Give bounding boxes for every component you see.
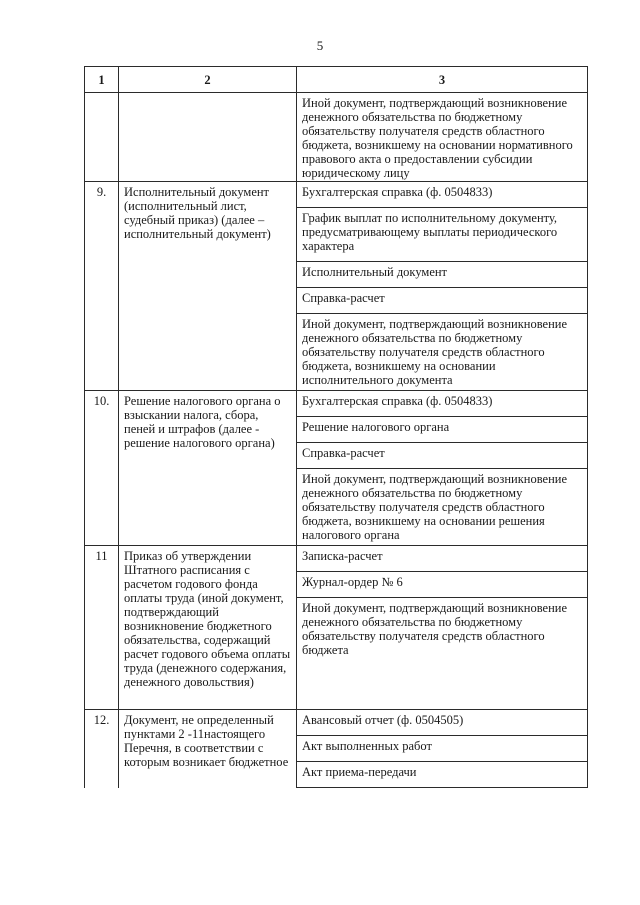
documents-table	[84, 66, 588, 788]
table-row	[85, 710, 588, 788]
row-number: 12.	[85, 710, 119, 788]
supporting-document: Журнал-ордер № 6	[297, 572, 587, 598]
column-header: 3	[297, 67, 588, 93]
supporting-document: Справка-расчет	[297, 443, 587, 469]
supporting-document: Иной документ, подтверждающий возникновение денежного обязательства по бюджетному обязательству получателя средств областного бюджета, возникшему на основании нормативного правового акта о предоставлении субсидии юридическому лицу	[302, 96, 573, 180]
supporting-document: Решение налогового органа	[297, 417, 587, 443]
supporting-document: Акт приема-передачи	[302, 765, 417, 779]
row-number	[85, 93, 119, 182]
supporting-documents	[297, 546, 588, 710]
column-header: 1	[85, 67, 119, 93]
document-type	[119, 93, 297, 182]
row-number: 11	[85, 546, 119, 710]
supporting-document: Исполнительный документ	[297, 262, 587, 288]
table-row	[85, 546, 588, 710]
supporting-document: График выплат по исполнительному документу, предусматривающему выплаты периодического характера	[297, 208, 587, 262]
supporting-document: Авансовый отчет (ф. 0504505)	[297, 710, 587, 736]
document-type: Решение налогового органа о взыскании налога, сбора, пеней и штрафов (далее - решение налогового органа)	[119, 391, 297, 546]
supporting-document: Записка-расчет	[297, 546, 587, 572]
supporting-document: Бухгалтерская справка (ф. 0504833)	[297, 182, 587, 208]
supporting-document: Справка-расчет	[297, 288, 587, 314]
document-type: Приказ об утверждении Штатного расписания с расчетом годового фонда оплаты труда (иной документ, подтверждающий возникновение бюджетного обязательства, содержащий расчет годового объема оплаты труда (денежного содержания, денежного довольствия)	[119, 546, 297, 710]
table-row	[85, 93, 588, 182]
column-header: 2	[119, 67, 297, 93]
supporting-document: Бухгалтерская справка (ф. 0504833)	[297, 391, 587, 417]
row-number: 10.	[85, 391, 119, 546]
supporting-document: Иной документ, подтверждающий возникновение денежного обязательства по бюджетному обязательству получателя средств областного бюджета	[302, 601, 568, 657]
table-row	[85, 391, 588, 546]
supporting-document: Иной документ, подтверждающий возникновение денежного обязательства по бюджетному обязательству получателя средств областного бюджета, возникшему на основании исполнительного документа	[302, 317, 568, 387]
page-number: 5	[316, 38, 324, 53]
document-type: Документ, не определенный пунктами 2 -11настоящего Перечня, в соответствии с которым возникает бюджетное	[119, 710, 297, 788]
supporting-documents	[297, 391, 588, 546]
document-type: Исполнительный документ (исполнительный лист, судебный приказ) (далее – исполнительный документ)	[119, 182, 297, 391]
table-row	[85, 182, 588, 391]
supporting-documents	[297, 182, 588, 391]
supporting-document: Акт выполненных работ	[297, 736, 587, 762]
supporting-documents	[297, 93, 588, 182]
supporting-document: Иной документ, подтверждающий возникновение денежного обязательства по бюджетному обязательству получателя средств областного бюджета, возникшему на основании решения налогового органа	[302, 472, 568, 542]
supporting-documents	[297, 710, 588, 788]
table-header-row	[85, 67, 588, 93]
row-number: 9.	[85, 182, 119, 391]
